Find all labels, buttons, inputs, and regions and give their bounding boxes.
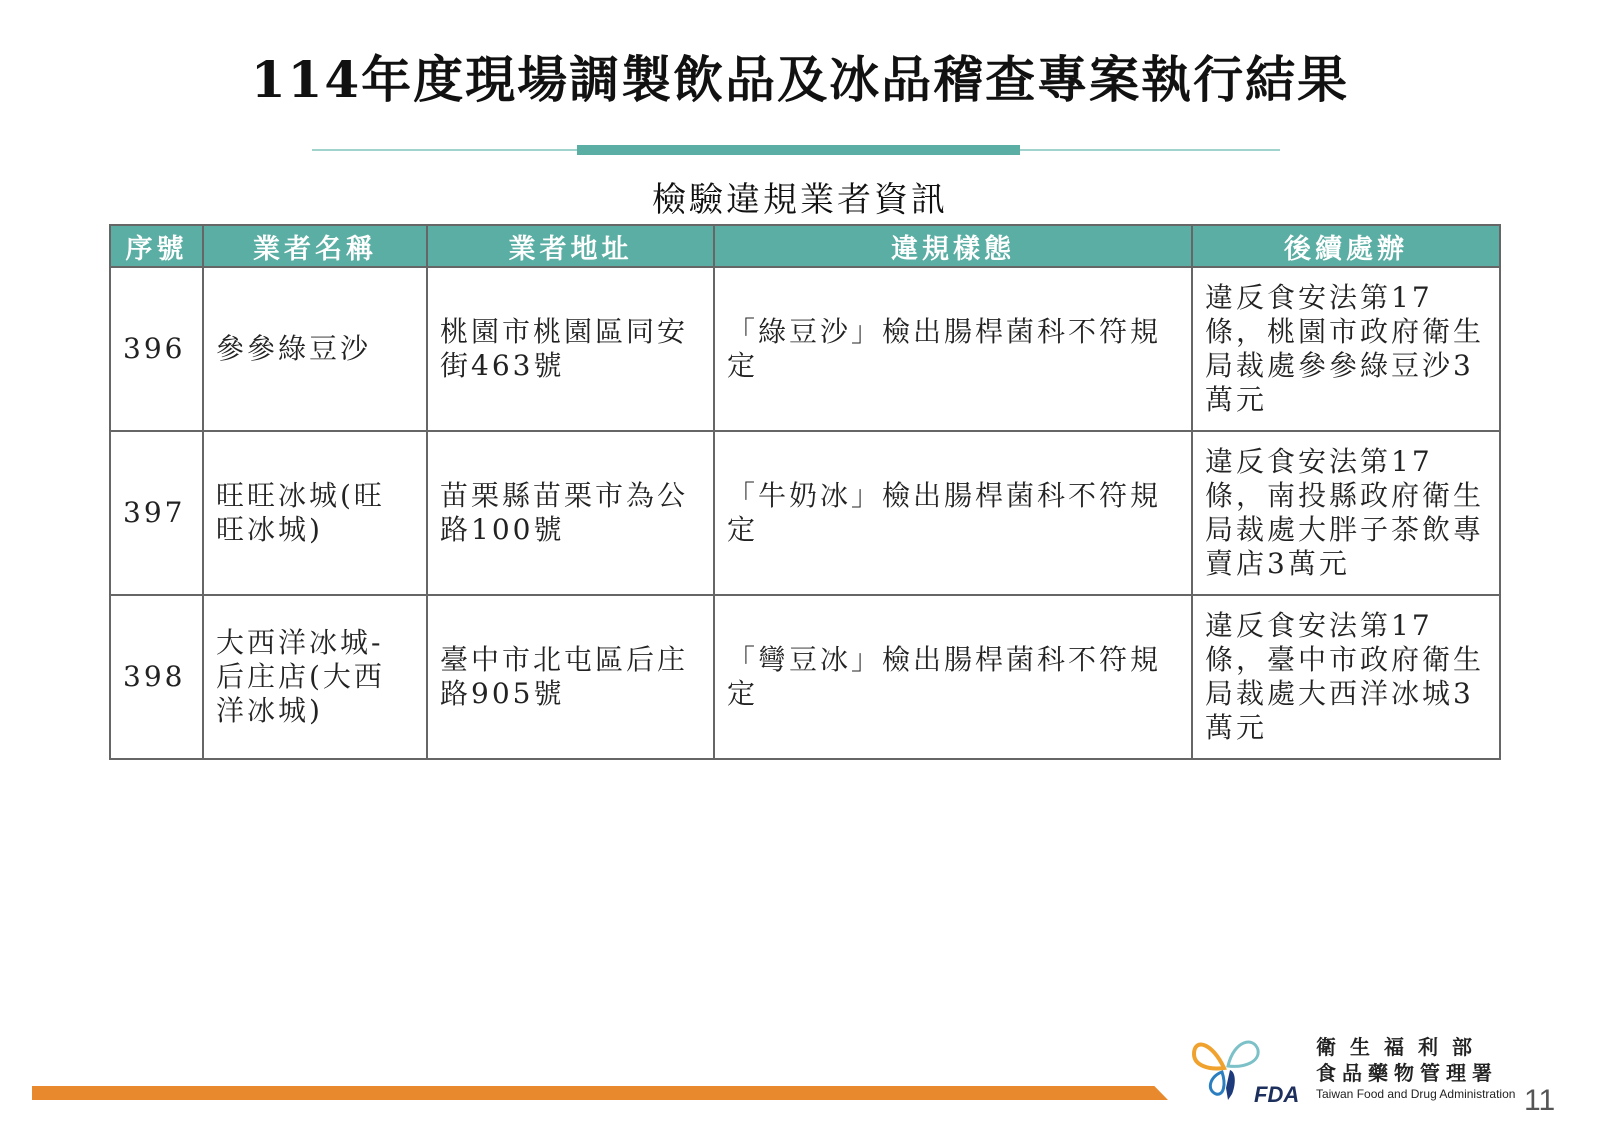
fda-logo (1192, 1028, 1522, 1108)
page-number: 11 (1524, 1084, 1556, 1117)
cell-business-name: 旺旺冰城(旺旺冰城) (203, 431, 427, 595)
agency-english-name: Taiwan Food and Drug Administration (1316, 1087, 1516, 1101)
table-header-row (110, 225, 1500, 267)
cell-follow-up-action: 違反食安法第17條，桃園市政府衛生局裁處參參綠豆沙3萬元 (1192, 267, 1500, 431)
butterfly-logo-icon (1192, 1028, 1262, 1104)
agency-ministry-name: 衛生福利部 (1316, 1035, 1486, 1059)
cell-business-name: 大西洋冰城-后庄店(大西洋冰城) (203, 595, 427, 759)
agency-administration-name: 食品藥物管理署 (1316, 1061, 1498, 1085)
title-divider-accent (577, 145, 1020, 155)
violations-table (109, 224, 1501, 760)
page-title: 114年度現場調製飲品及冰品稽查專案執行結果 (250, 50, 1350, 109)
cell-serial-number: 397 (110, 431, 203, 595)
cell-business-address: 臺中市北屯區后庄路905號 (427, 595, 714, 759)
table-row (110, 431, 1500, 595)
header-business-address: 業者地址 (427, 225, 714, 267)
cell-violation-type: 「彎豆冰」檢出腸桿菌科不符規定 (714, 595, 1192, 759)
table-caption: 檢驗違規業者資訊 (652, 180, 948, 220)
footer-accent-bar (32, 1086, 1168, 1100)
header-business-name: 業者名稱 (203, 225, 427, 267)
header-follow-up-action: 後續處辦 (1192, 225, 1500, 267)
cell-business-address: 桃園市桃園區同安街463號 (427, 267, 714, 431)
header-serial-number: 序號 (110, 225, 203, 267)
cell-serial-number: 396 (110, 267, 203, 431)
cell-follow-up-action: 違反食安法第17條，南投縣政府衛生局裁處大胖子茶飲專賣店3萬元 (1192, 431, 1500, 595)
cell-violation-type: 「牛奶冰」檢出腸桿菌科不符規定 (714, 431, 1192, 595)
fda-logo-text: FDA (1254, 1082, 1300, 1107)
cell-business-address: 苗栗縣苗栗市為公路100號 (427, 431, 714, 595)
cell-follow-up-action: 違反食安法第17條，臺中市政府衛生局裁處大西洋冰城3萬元 (1192, 595, 1500, 759)
cell-serial-number: 398 (110, 595, 203, 759)
table-row (110, 267, 1500, 431)
cell-violation-type: 「綠豆沙」檢出腸桿菌科不符規定 (714, 267, 1192, 431)
table-row (110, 595, 1500, 759)
agency-name (1316, 1034, 1516, 1102)
header-violation-type: 違規樣態 (714, 225, 1192, 267)
cell-business-name: 參參綠豆沙 (203, 267, 427, 431)
